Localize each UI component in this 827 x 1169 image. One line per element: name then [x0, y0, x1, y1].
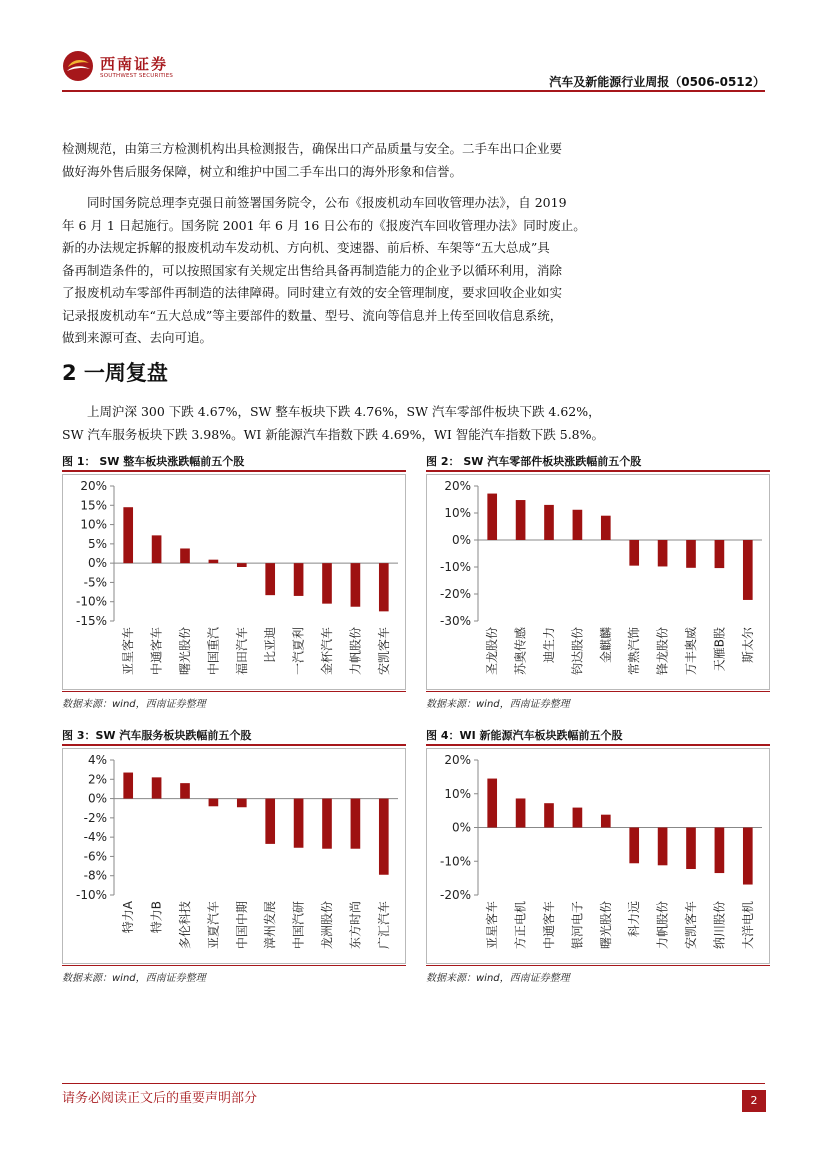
bar: [516, 500, 526, 540]
category-label: 龙洲股份: [320, 901, 334, 950]
figure-bottom-rule: [426, 691, 770, 692]
text-line: 年 6 月 1 日起施行。国务院 2001 年 6 月 16 日公布的《报废汽车回收管理办法》同时废止。: [62, 217, 586, 233]
bar: [322, 563, 332, 603]
y-tick-label: -20%: [439, 888, 471, 902]
category-label: 大洋电机: [740, 901, 755, 950]
paragraph-market-review: [62, 401, 765, 446]
category-label: 特力A: [121, 901, 136, 934]
text-line: 了报废机动车零部件再制造的法律障碍。同时建立有效的安全管理制度，要求回收企业如实: [62, 285, 563, 300]
y-tick-label: 20%: [80, 479, 107, 493]
category-label: 天雁B股: [712, 627, 727, 672]
category-label: 亚夏汽车: [206, 901, 221, 950]
bar: [123, 773, 133, 799]
bar: [715, 540, 725, 568]
y-tick-label: -10%: [75, 594, 107, 609]
figure-bottom-rule: [426, 965, 770, 966]
bar: [152, 535, 162, 563]
text-line: 同时国务院总理李克强日前签署国务院令，公布《报废机动车回收管理办法》，自 2019: [87, 195, 567, 210]
bar: [237, 799, 247, 808]
category-label: 东方时尚: [348, 901, 363, 950]
y-tick-label: 10%: [80, 517, 107, 532]
y-tick-label: 5%: [87, 536, 107, 551]
category-label: 中国汽研: [291, 901, 306, 950]
category-label: 力帆股份: [655, 901, 670, 950]
chart-container: [62, 748, 406, 964]
category-label: 特力B: [149, 901, 164, 934]
bar: [629, 828, 639, 864]
category-label: 钧达股份: [570, 627, 585, 676]
bar: [351, 563, 361, 607]
category-label: 一汽夏利: [291, 627, 306, 676]
category-label: 曙光股份: [178, 627, 192, 676]
text-line: 做到来源可查、去向可追。: [62, 330, 213, 345]
y-tick-label: -10%: [75, 888, 107, 902]
y-tick-label: -8%: [83, 868, 107, 883]
bar-chart: [426, 474, 770, 690]
bar: [487, 779, 497, 828]
bar: [629, 540, 639, 566]
data-source: 数据来源：wind，西南证券整理: [62, 973, 206, 984]
y-tick-label: 0%: [451, 820, 471, 835]
category-label: 金杯汽车: [320, 627, 334, 676]
bar: [294, 563, 304, 596]
y-tick-label: -10%: [439, 854, 471, 869]
bar-chart: [426, 748, 770, 964]
category-label: 安凯客车: [376, 627, 391, 676]
y-tick-label: 10%: [444, 786, 471, 801]
category-label: 纳川股份: [712, 901, 727, 950]
text-line: SW 汽车服务板块下跌 3.98%。WI 新能源汽车指数下跌 4.69%，WI 智能汽车指数下跌 5.8%。: [62, 426, 604, 442]
bar: [209, 799, 219, 807]
bar: [351, 799, 361, 849]
y-tick-label: 2%: [87, 772, 107, 787]
y-tick-label: -2%: [83, 810, 107, 825]
bar: [487, 494, 497, 540]
bar-chart: [62, 474, 406, 690]
bar: [209, 560, 219, 563]
bar: [123, 507, 133, 563]
figure-bottom-rule: [62, 691, 406, 692]
bar: [743, 828, 753, 885]
bar: [379, 799, 389, 875]
chart-container: [426, 748, 770, 964]
section-heading: 2 一周复盘: [62, 361, 168, 385]
bar: [573, 510, 583, 540]
category-label: 锋龙股份: [655, 627, 670, 676]
data-source: 数据来源：wind，西南证券整理: [426, 699, 570, 710]
bar: [573, 808, 583, 828]
text-line: 备再制造条件的，可以按照国家有关规定出售给具备再制造能力的企业予以循环利用，消除: [62, 262, 563, 278]
figure-title: 图 4：WI 新能源汽车板块跌幅前五个股: [426, 729, 623, 742]
bar: [686, 540, 696, 568]
y-tick-label: 10%: [444, 506, 471, 520]
category-label: 斯太尔: [740, 627, 755, 664]
y-tick-label: -6%: [83, 849, 107, 864]
category-label: 亚星客车: [121, 627, 136, 676]
y-tick-label: -30%: [439, 614, 471, 628]
text-line: 上周沪深 300 下跌 4.67%，SW 整车板块下跌 4.76%，SW 汽车零部件板块下跌 4.62%，: [87, 404, 601, 419]
figure-title: 图 1： SW 整车板块涨跌幅前五个股: [62, 455, 245, 468]
bar: [180, 548, 190, 563]
bar: [743, 540, 753, 600]
bar: [686, 828, 696, 870]
category-label: 福田汽车: [234, 627, 249, 676]
y-tick-label: 0%: [87, 556, 107, 571]
figure-top-rule: [62, 744, 406, 746]
category-label: 漳州发展: [263, 901, 278, 950]
bar: [265, 799, 275, 844]
category-label: 圣龙股份: [485, 627, 500, 676]
y-tick-label: -15%: [75, 614, 107, 628]
category-label: 曙光股份: [598, 901, 613, 950]
bar: [180, 783, 190, 798]
y-tick-label: 0%: [87, 791, 107, 806]
y-tick-label: 0%: [451, 533, 471, 547]
category-label: 中国重汽: [206, 627, 221, 676]
figure-title: 图 3：SW 汽车服务板块跌幅前五个股: [62, 729, 252, 742]
category-label: 多伦科技: [178, 901, 192, 950]
text-line: 检测规范，由第三方检测机构出具检测报告，确保出口产品质量与安全。二手车出口企业要: [62, 141, 563, 156]
figure-title: 图 2： SW 汽车零部件板块涨跌幅前五个股: [426, 455, 642, 468]
y-tick-label: 15%: [80, 498, 107, 513]
y-tick-label: 4%: [87, 753, 107, 767]
bar: [152, 777, 162, 798]
bar: [658, 828, 668, 866]
bar: [715, 828, 725, 874]
bar: [544, 505, 554, 540]
report-title: 汽车及新能源行业周报（0506-0512）: [549, 75, 765, 89]
text-line: 新的办法规定拆解的报废机动车发动机、方向机、变速器、前后桥、车架等“五大总成”具: [62, 240, 550, 255]
y-tick-label: 20%: [444, 753, 471, 767]
data-source: 数据来源：wind，西南证券整理: [62, 699, 206, 710]
footer-disclaimer: 请务必阅读正文后的重要声明部分: [62, 1091, 258, 1106]
bar: [544, 803, 554, 827]
y-tick-label: -4%: [83, 830, 107, 845]
text-line: 做好海外售后服务保障，树立和维护中国二手车出口的海外形象和信誉。: [62, 163, 463, 179]
category-label: 银河电子: [570, 901, 585, 950]
header-divider: [62, 90, 765, 92]
category-label: 比亚迪: [263, 627, 278, 664]
bar: [379, 563, 389, 611]
logo-mark-icon: [62, 50, 94, 82]
category-label: 常熟汽饰: [627, 627, 642, 676]
bar: [265, 563, 275, 595]
page-header: [0, 0, 827, 95]
category-label: 中通客车: [149, 627, 164, 676]
category-label: 中国中期: [234, 901, 249, 950]
y-tick-label: -10%: [439, 560, 471, 574]
y-tick-label: 20%: [444, 479, 471, 493]
text-line: 记录报废机动车“五大总成”等主要部件的数量、型号、流向等信息并上传至回收信息系统，: [62, 307, 563, 323]
bar: [601, 815, 611, 828]
bar: [516, 798, 526, 827]
chart-container: [62, 474, 406, 690]
logo-text-en: SOUTHWEST SECURITIES: [100, 73, 174, 79]
page-number: 2: [742, 1090, 766, 1112]
bar: [658, 540, 668, 566]
data-source: 数据来源：wind，西南证券整理: [426, 973, 570, 984]
figure-top-rule: [426, 744, 770, 746]
bar: [237, 563, 247, 567]
category-label: 亚星客车: [485, 901, 500, 950]
category-label: 力帆股份: [348, 627, 363, 676]
y-tick-label: -5%: [83, 575, 107, 590]
y-tick-label: -20%: [439, 587, 471, 601]
chart-container: [426, 474, 770, 690]
category-label: 广汇汽车: [376, 901, 391, 950]
category-label: 安凯客车: [684, 901, 698, 950]
category-label: 金麒麟: [598, 627, 613, 664]
company-logo: [62, 50, 192, 86]
category-label: 科力远: [627, 901, 642, 938]
category-label: 迪生力: [542, 627, 556, 664]
bar-chart: [62, 748, 406, 964]
bar: [322, 799, 332, 849]
figure-bottom-rule: [62, 965, 406, 966]
bar: [294, 799, 304, 848]
category-label: 方正电机: [513, 901, 528, 950]
paragraph-export: [62, 138, 765, 183]
figure-top-rule: [426, 470, 770, 472]
category-label: 中通客车: [542, 901, 556, 950]
category-label: 苏奥传感: [513, 627, 528, 676]
category-label: 万丰奥威: [684, 627, 698, 676]
paragraph-scrap-regulation: [62, 192, 765, 350]
bar: [601, 516, 611, 540]
logo-text-cn: 西南证券: [100, 55, 169, 73]
figure-top-rule: [62, 470, 406, 472]
footer-divider: [62, 1083, 765, 1084]
